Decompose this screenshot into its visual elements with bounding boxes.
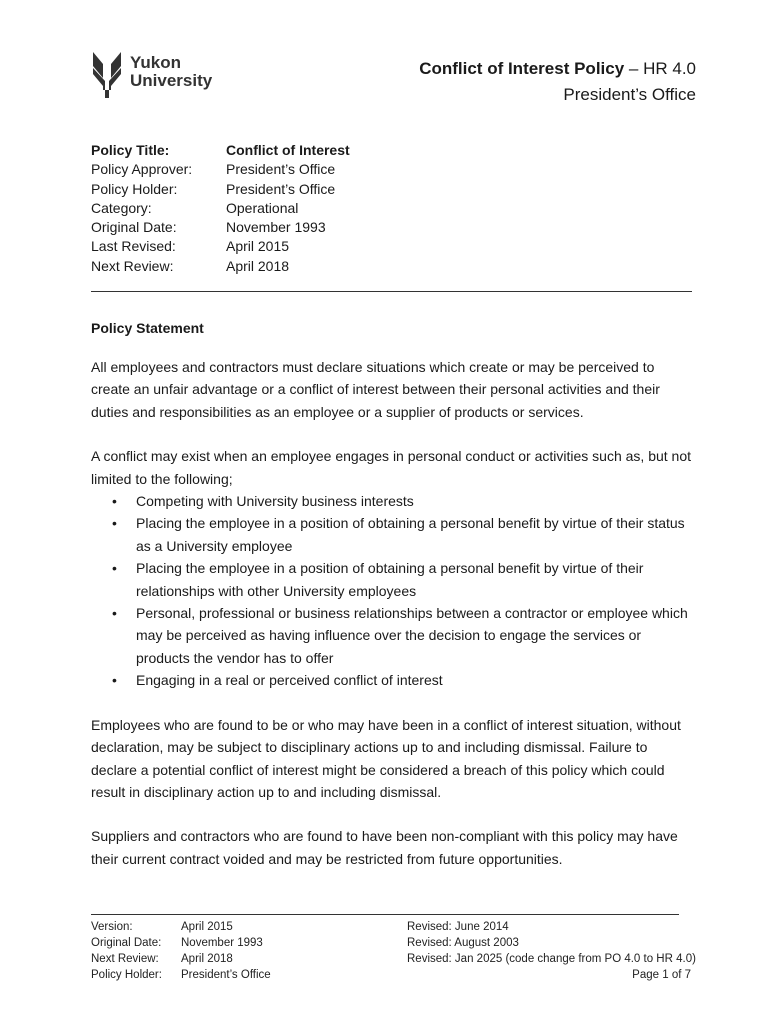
policy-body xyxy=(91,317,696,892)
bullet-icon: • xyxy=(112,672,117,689)
bullet-icon: • xyxy=(112,605,117,622)
meta-label: Policy Holder: xyxy=(91,180,178,197)
meta-row-title xyxy=(91,141,350,160)
meta-label: Last Revised: xyxy=(91,238,176,255)
revision-entry: Revised: Jan 2025 (code change from PO 4.0 to HR 4.0) xyxy=(407,953,696,965)
revision-entry: Revised: June 2014 xyxy=(407,921,509,933)
section-heading: Policy Statement xyxy=(91,320,204,336)
bullet-icon: • xyxy=(112,515,117,532)
list-item-text: Placing the employee in a position of obtaining a personal benefit by virtue of their relationships with other University employees xyxy=(136,560,644,599)
meta-label: Policy Approver: xyxy=(91,161,193,178)
header-divider xyxy=(91,291,692,292)
meta-value: April 2018 xyxy=(226,257,290,274)
revision-entry: Revised: August 2003 xyxy=(407,937,519,949)
footer-values xyxy=(181,919,381,983)
policy-name: Conflict of Interest Policy xyxy=(419,59,625,78)
footer-label: Original Date: xyxy=(91,937,162,949)
list-item-text: Placing the employee in a position of obtaining a personal benefit by virtue of their status as a University employee xyxy=(136,515,685,554)
footer-revisions xyxy=(407,919,697,983)
logo-wordmark xyxy=(130,54,212,90)
meta-value: President’s Office xyxy=(226,161,336,178)
list-item xyxy=(112,602,696,669)
list-item-text: Engaging in a real or perceived conflict of interest xyxy=(136,672,443,689)
meta-value: November 1993 xyxy=(226,219,326,236)
footer-labels xyxy=(91,919,181,983)
document-title xyxy=(419,56,696,108)
conflict-list xyxy=(91,490,696,692)
meta-label: Next Review: xyxy=(91,257,174,274)
bullet-icon: • xyxy=(112,560,117,577)
list-item xyxy=(112,669,696,691)
footer-value: President’s Office xyxy=(181,969,271,981)
meta-row-category xyxy=(91,199,350,218)
footer-value: April 2015 xyxy=(181,921,233,933)
meta-row-last-revised xyxy=(91,237,350,256)
footer-value: November 1993 xyxy=(181,937,263,949)
meta-value: Operational xyxy=(226,199,299,216)
meta-value: President’s Office xyxy=(226,180,336,197)
logo-line-1: Yukon xyxy=(130,53,182,72)
yukon-university-logo xyxy=(90,48,220,100)
meta-label: Policy Title: xyxy=(91,142,170,158)
meta-row-original-date xyxy=(91,218,350,237)
page-number: Page 1 of 7 xyxy=(632,969,691,981)
office-name: President’s Office xyxy=(563,85,696,104)
paragraph-3: Employees who are found to be or who may have been in a conflict of interest situation, without declaration, may be subject to disciplinary actions up to and including dismissal. Failure to declare a potential conflict of interest might be considered a breach of this policy which could result in disciplinary action up to and including dismissal. xyxy=(91,716,681,800)
meta-row-next-review xyxy=(91,257,350,276)
yukon-logo-icon xyxy=(90,48,124,100)
list-item-text: Personal, professional or business relationships between a contractor or employee which may be perceived as having influence over the decision to engage the services or products the vendor has to offer xyxy=(136,605,688,666)
footer-value: April 2018 xyxy=(181,953,233,965)
footer-label: Next Review: xyxy=(91,953,159,965)
logo-line-2: University xyxy=(130,71,213,90)
paragraph-1: All employees and contractors must declare situations which create or may be perceived to create an unfair advantage or a conflict of interest between their personal activities and their duties and responsibilities as an employee or a supplier of products or services. xyxy=(91,359,660,420)
list-item xyxy=(112,490,696,512)
footer-divider xyxy=(91,914,679,915)
paragraph-2: A conflict may exist when an employee engages in personal conduct or activities such as, but not limited to the following; xyxy=(91,448,692,487)
meta-row-holder xyxy=(91,180,350,199)
list-item xyxy=(112,512,696,557)
meta-label: Category: xyxy=(91,199,152,216)
bullet-icon: • xyxy=(112,493,117,510)
footer-label: Version: xyxy=(91,921,133,933)
policy-metadata xyxy=(91,141,350,276)
meta-label: Original Date: xyxy=(91,219,177,236)
meta-value: Conflict of Interest xyxy=(226,142,350,158)
list-item xyxy=(112,557,696,602)
footer-label: Policy Holder: xyxy=(91,969,162,981)
meta-row-approver xyxy=(91,160,350,179)
paragraph-4: Suppliers and contractors who are found to have been non-compliant with this policy may have their current contract voided and may be restricted from future opportunities. xyxy=(91,828,678,867)
policy-code: – HR 4.0 xyxy=(624,59,696,78)
meta-value: April 2015 xyxy=(226,238,290,255)
list-item-text: Competing with University business interests xyxy=(136,493,414,510)
